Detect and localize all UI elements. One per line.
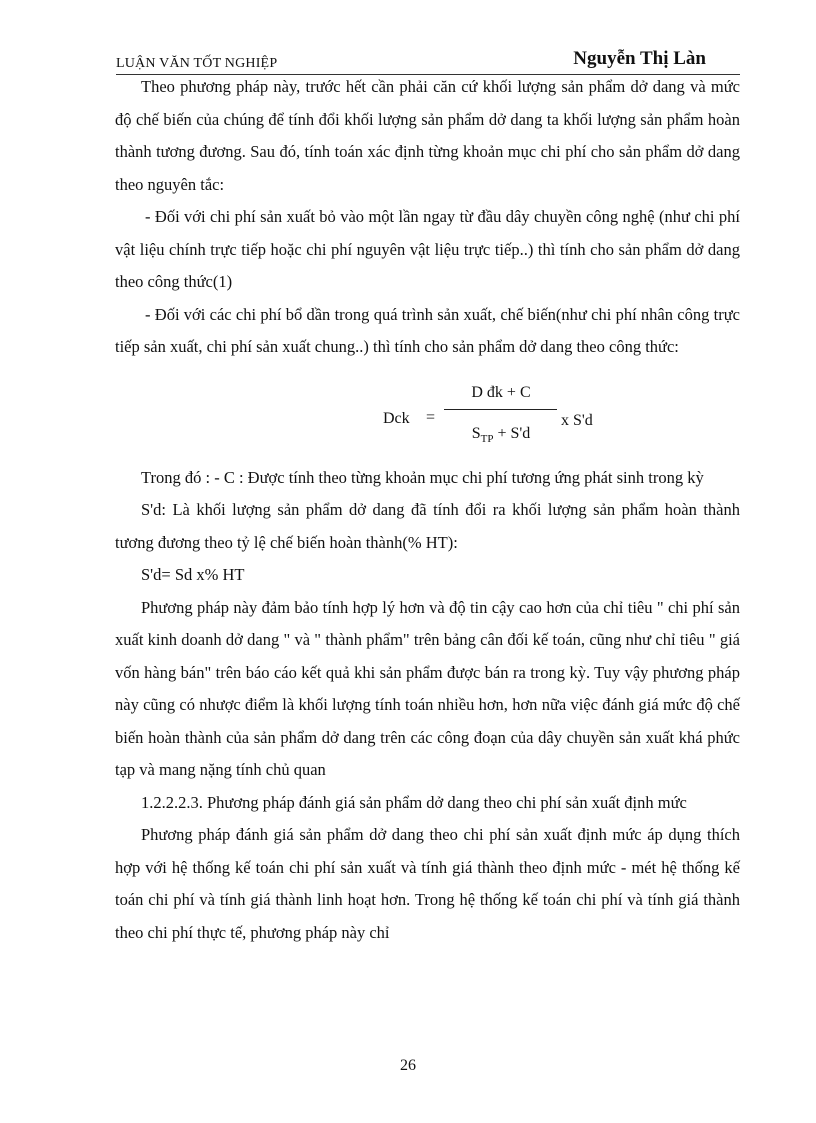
paragraph-where: Trong đó : - C : Được tính theo từng khoản mục chi phí tương ứng phát sinh trong kỳ bbox=[141, 467, 704, 487]
header-author: Nguyễn Thị Làn bbox=[573, 48, 706, 69]
formula-lhs: Dck bbox=[383, 409, 410, 427]
document-body bbox=[115, 71, 740, 949]
paragraph-standard-cost: Phương pháp đánh giá sản phẩm dở dang theo chi phí sản xuất định mức áp dụng thích hợp với hệ thống kế toán chi phí sản xuất và tính giá thành theo định mức - mét hệ thống kế toán chi phí và tính giá thành linh hoạt hơn. Trong hệ thống kế toán chi phí và tính giá thành theo chi phí thực tế, phương pháp này chỉ bbox=[115, 825, 740, 942]
formula-denominator: $S_{TP} + S'd$ bbox=[471, 424, 531, 445]
section-heading: 1.2.2.2.3. Phương pháp đánh giá sản phẩm dở dang theo chi phí sản xuất định mức bbox=[141, 792, 687, 812]
formula-rhs: x S'd bbox=[561, 411, 593, 429]
formula-equals: = bbox=[426, 408, 436, 426]
paragraph-intro: Theo phương pháp này, trước hết cần phải căn cứ khối lượng sản phẩm dở dang và mức độ chế biến của chúng để tính đổi khối lượng sản phẩm dở dang ta khối lượng sản phẩm hoàn thành tương đương. Sau đó, tính toán xác định từng khoản mục chi phí cho sản phẩm dở dang theo nguyên tắc: bbox=[115, 77, 740, 194]
paragraph-evaluation: Phương pháp này đảm bảo tính hợp lý hơn và độ tin cậy cao hơn của chỉ tiêu " chi phí sản xuất kinh doanh dở dang " và " thành phẩm" trên bảng cân đối kế toán, cũng như chỉ tiêu " giá vốn hàng bán" trên báo cáo kết quả khi sản phẩm được bán ra trong kỳ. Tuy vậy phương pháp này cũng có nhược điểm là khối lượng tính toán nhiều hơn, hơn nữa việc đánh giá mức độ chế biến hoàn thành của sản phẩm dở dang trên các công đoạn của dây chuyền sản xuất khá phức tạp và mang nặng tính chủ quan bbox=[115, 597, 740, 779]
paragraph-rule-two: - Đối với các chi phí bổ dần trong quá trình sản xuất, chế biến(như chi phí nhân công trực tiếp sản xuất, chi phí sản xuất chung..) thì tính cho sản phẩm dở dang theo công thức: bbox=[115, 304, 740, 356]
paragraph-sd-definition: S'd: Là khối lượng sản phẩm dở dang đã tính đổi ra khối lượng sản phẩm hoàn thành tương đương theo tỷ lệ chế biến hoàn thành(% HT): bbox=[115, 500, 740, 552]
header-title: LUẬN VĂN TỐT NGHIỆP bbox=[116, 56, 278, 71]
page-number: 26 bbox=[400, 1057, 416, 1074]
formula-fraction-bar bbox=[444, 409, 557, 410]
paragraph-sd-formula: S'd= Sd x% HT bbox=[141, 565, 245, 584]
formula-dck bbox=[115, 364, 740, 462]
formula-numerator: D đk + C bbox=[471, 383, 531, 401]
paragraph-rule-one: - Đối với chi phí sản xuất bỏ vào một lần ngay từ đầu dây chuyền công nghệ (như chi phí vật liệu chính trực tiếp hoặc chi phí nguyên vật liệu trực tiếp..) thì tính cho sản phẩm dở dang theo công thức(1) bbox=[115, 207, 740, 291]
